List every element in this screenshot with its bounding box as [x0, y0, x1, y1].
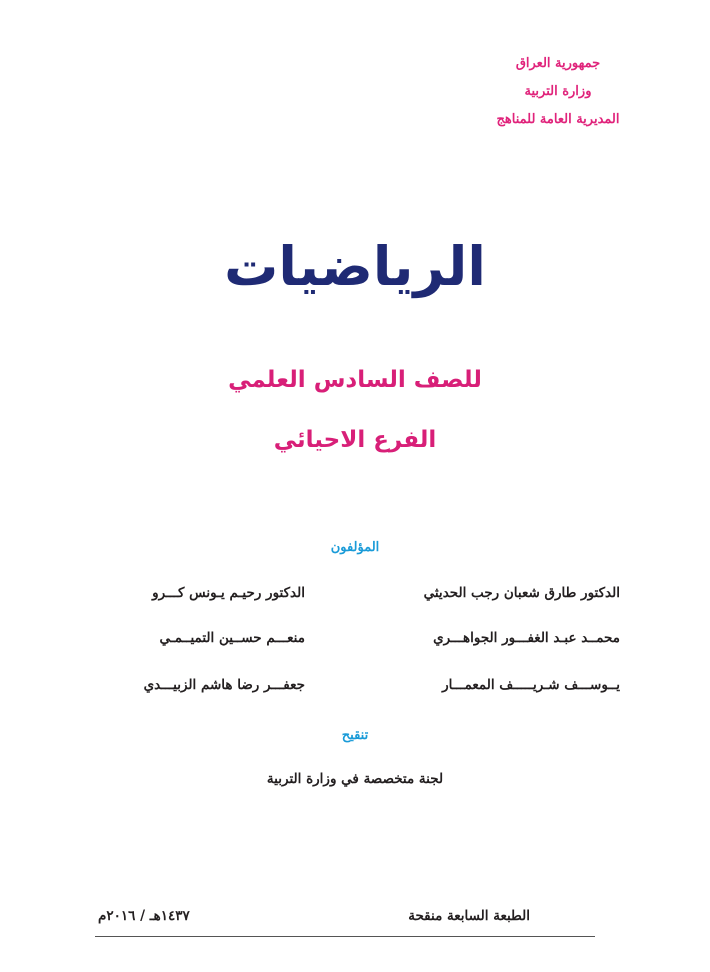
- author-name: منعـــم حســين التميــمـي: [159, 630, 305, 646]
- publication-year: ١٤٣٧هـ / ٢٠١٦م: [98, 908, 190, 924]
- ministry-header: [478, 50, 638, 134]
- edition-label: الطبعة السابعة منقحة: [408, 908, 530, 924]
- footer-divider: [95, 936, 595, 937]
- author-name: يــوســـف شـريـــــف المعمـــار: [442, 677, 620, 693]
- grade-subtitle: للصف السادس العلمي: [228, 367, 482, 393]
- header-line-directorate: المديرية العامة للمناهج: [496, 112, 620, 127]
- header-line-ministry: وزارة التربية: [524, 84, 592, 99]
- author-name: الدكتور طارق شعبان رجب الحديثي: [423, 585, 620, 601]
- branch-subtitle: الفرع الاحيائي: [273, 427, 437, 453]
- authors-label: المؤلفون: [330, 540, 380, 555]
- revision-label: تنقيح: [341, 728, 369, 743]
- author-name: جعفـــر رضا هاشم الزبيـــدي: [143, 677, 305, 693]
- revision-committee: لجنة متخصصة في وزارة التربية: [266, 771, 444, 787]
- author-name: الدكتور رحيـم يـونس كـــرو: [152, 585, 305, 601]
- header-line-country: جمهورية العراق: [515, 56, 601, 71]
- book-title: الرياضيات: [224, 235, 486, 298]
- author-name: محمــد عبـد الغفـــور الجواهـــري: [433, 630, 620, 646]
